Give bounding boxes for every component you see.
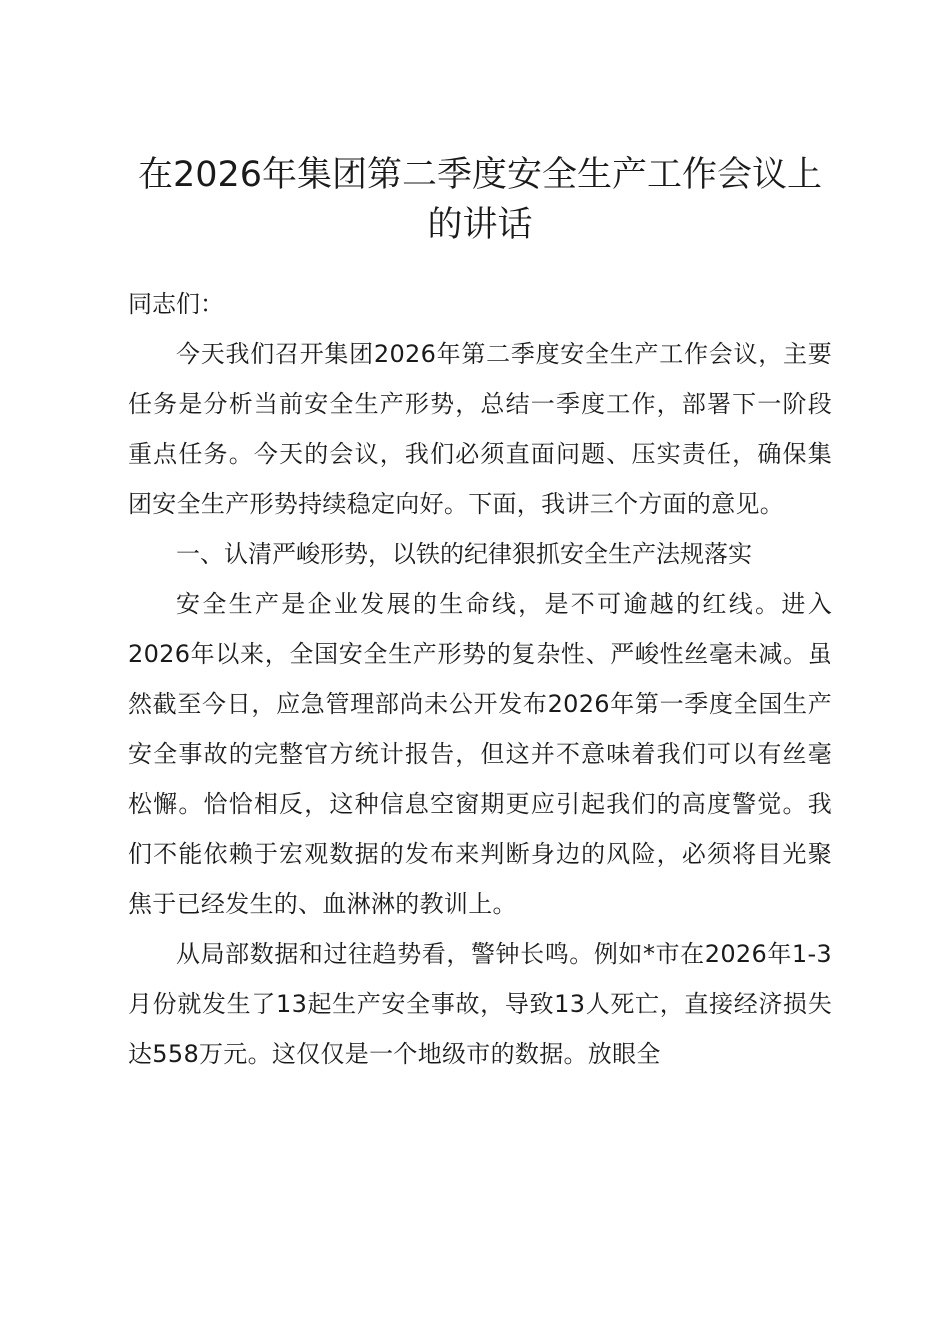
section-heading: 一、认清严峻形势，以铁的纪律狠抓安全生产法规落实: [176, 540, 752, 568]
document-title: 在2026年集团第二季度安全生产工作会议上的讲话: [137, 155, 823, 245]
section-paragraph: 从局部数据和过往趋势看，警钟长鸣。例如*市在2026年1-3月份就发生了13起生产安全事故，导致13人死亡，直接经济损失达558万元。这仅仅是一个地级市的数据。放眼全: [128, 940, 832, 1068]
intro-paragraph: 今天我们召开集团2026年第二季度安全生产工作会议，主要任务是分析当前安全生产形势，总结一季度工作，部署下一阶段重点任务。今天的会议，我们必须直面问题、压实责任，确保集团安全生产形势持续稳定向好。下面，我讲三个方面的意见。: [128, 340, 832, 518]
document-page: [128, 150, 832, 1079]
salutation: 同志们：: [128, 290, 224, 318]
section-paragraph: 安全生产是企业发展的生命线，是不可逾越的红线。进入2026年以来，全国安全生产形势的复杂性、严峻性丝毫未减。虽然截至今日，应急管理部尚未公开发布2026年第一季度全国生产安全事故的完整官方统计报告，但这并不意味着我们可以有丝毫松懈。恰恰相反，这种信息空窗期更应引起我们的高度警觉。我们不能依赖于宏观数据的发布来判断身边的风险，必须将目光聚焦于已经发生的、血淋淋的教训上。: [128, 590, 832, 918]
